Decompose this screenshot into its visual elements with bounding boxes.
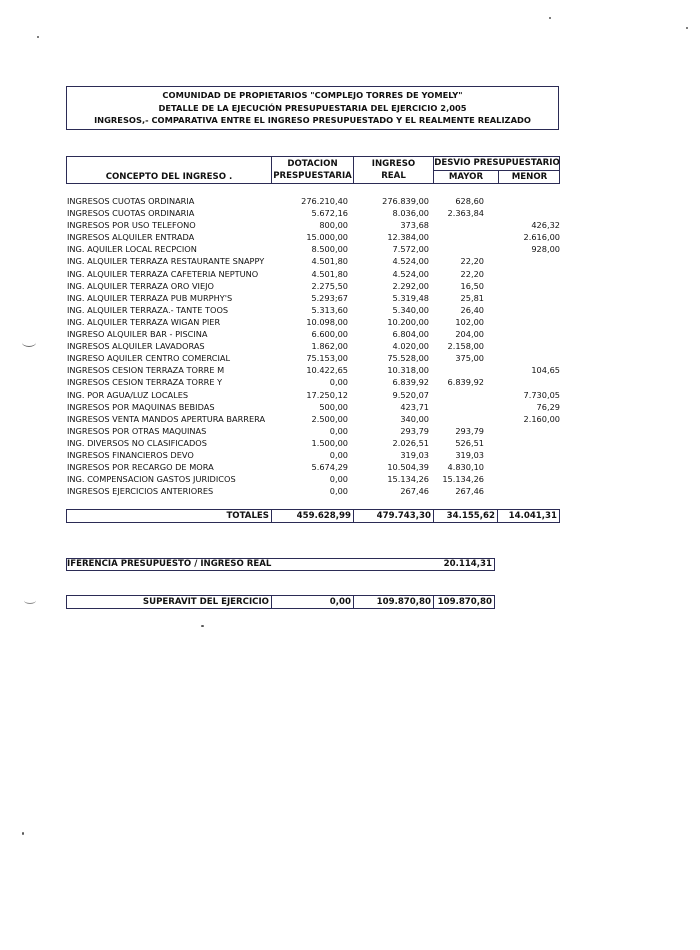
- table-row: [66, 316, 560, 328]
- row-ingreso-real: 9.520,07: [392, 389, 429, 400]
- row-ingreso-real: 6.804,00: [392, 329, 429, 340]
- row-ingreso-real: 4.020,00: [392, 341, 429, 352]
- row-desvio-mayor: 2.158,00: [447, 341, 484, 352]
- header-desvio-label: DESVIO PRESUPUESTARIO: [434, 157, 560, 171]
- row-desvio-mayor: 6.839,92: [447, 377, 484, 388]
- row-ingreso-real: 6.839,92: [392, 377, 429, 388]
- table-row: [66, 389, 560, 401]
- table-row: [66, 401, 560, 413]
- row-concepto: ING. ALQUILER TERRAZA WIGAN PIER: [67, 316, 221, 327]
- row-concepto: INGRESO AQUILER CENTRO COMERCIAL: [67, 353, 231, 364]
- document-title-box: [66, 86, 559, 130]
- row-ingreso-real: 15.134,26: [387, 474, 429, 485]
- header-ingreso-real: [353, 157, 433, 183]
- income-rows: [66, 195, 560, 497]
- row-ingreso-real: 2.292,00: [392, 280, 429, 291]
- table-row: [66, 268, 560, 280]
- scan-speck: [37, 36, 39, 38]
- table-row: [66, 292, 560, 304]
- header-ingreso-line-2: REAL: [381, 171, 406, 181]
- row-dotacion: 500,00: [319, 401, 348, 412]
- row-desvio-mayor: 2.363,84: [447, 208, 484, 219]
- table-row: [66, 425, 560, 437]
- row-ingreso-real: 267,46: [400, 486, 429, 497]
- table-row: [66, 304, 560, 316]
- row-desvio-mayor: 526,51: [455, 437, 484, 448]
- row-ingreso-real: 5.340,00: [392, 304, 429, 315]
- row-concepto: INGRESOS EJERCICIOS ANTERIORES: [67, 486, 214, 497]
- row-desvio-mayor: 22,20: [460, 268, 484, 279]
- row-desvio-menor: 7.730,05: [523, 389, 560, 400]
- row-dotacion: 0,00: [329, 425, 348, 436]
- row-ingreso-real: 5.319,48: [392, 292, 429, 303]
- row-concepto: ING. AQUILER LOCAL RECPCION: [67, 244, 197, 255]
- row-dotacion: 0,00: [329, 449, 348, 460]
- row-dotacion: 5.674,29: [311, 462, 348, 473]
- difference-row: [66, 558, 495, 571]
- row-desvio-mayor: 4.830,10: [447, 462, 484, 473]
- row-dotacion: 0,00: [329, 377, 348, 388]
- row-desvio-mayor: 26,40: [460, 304, 484, 315]
- table-row: [66, 352, 560, 364]
- row-dotacion: 276.210,40: [301, 196, 348, 206]
- table-row: [66, 461, 560, 473]
- table-row: [66, 376, 560, 388]
- table-row: [66, 340, 560, 352]
- row-desvio-menor: 2.160,00: [523, 413, 560, 424]
- table-row: [66, 280, 560, 292]
- row-desvio-menor: 2.616,00: [523, 232, 560, 243]
- row-concepto: INGRESOS ALQUILER ENTRADA: [67, 232, 195, 243]
- scan-speck: [549, 17, 551, 19]
- table-row: [66, 364, 560, 376]
- scan-speck: [22, 832, 24, 835]
- table-row: [66, 231, 560, 243]
- table-header: [66, 156, 560, 184]
- row-desvio-mayor: 375,00: [455, 353, 484, 364]
- title-line-3: INGRESOS,- COMPARATIVA ENTRE EL INGRESO PRESUPUESTADO Y EL REALMENTE REALIZADO: [94, 115, 531, 125]
- row-concepto: INGRESOS POR RECARGO DE MORA: [67, 462, 214, 473]
- row-dotacion: 17.250,12: [306, 389, 348, 400]
- row-concepto: INGRESOS CESION TERRAZA TORRE Y: [67, 377, 223, 388]
- table-row: [66, 195, 560, 207]
- row-ingreso-real: 10.200,00: [387, 316, 429, 327]
- row-ingreso-real: 293,79: [400, 425, 429, 436]
- title-line-1: COMUNIDAD DE PROPIETARIOS "COMPLEJO TORRES DE YOMELY": [162, 90, 463, 100]
- row-concepto: ING. ALQUILER TERRAZA.- TANTE TOOS: [67, 304, 229, 315]
- row-dotacion: 2.500,00: [311, 413, 348, 424]
- row-desvio-mayor: 267,46: [455, 486, 484, 497]
- row-desvio-mayor: 293,79: [455, 425, 484, 436]
- row-desvio-menor: 76,29: [536, 401, 560, 412]
- header-ingreso-line-1: INGRESO: [371, 159, 416, 169]
- totals-mayor: 34.155,62: [433, 510, 497, 522]
- row-concepto: INGRESOS VENTA MANDOS APERTURA BARRERA: [67, 413, 266, 424]
- row-concepto: ING. ALQUILER TERRAZA RESTAURANTE SNAPPY: [67, 256, 265, 267]
- row-ingreso-real: 12.384,00: [387, 232, 429, 243]
- row-ingreso-real: 4.524,00: [392, 256, 429, 267]
- row-ingreso-real: 7.572,00: [392, 244, 429, 255]
- row-dotacion: 1.862,00: [311, 341, 348, 352]
- table-row: [66, 328, 560, 340]
- difference-value: 20.114,31: [443, 559, 492, 569]
- row-dotacion: 15.000,00: [306, 232, 348, 243]
- table-row: [66, 449, 560, 461]
- row-concepto: ING. COMPENSACION GASTOS JURIDICOS: [67, 474, 236, 485]
- totals-row: [66, 509, 560, 523]
- row-dotacion: 800,00: [319, 220, 348, 231]
- row-dotacion: 4.501,80: [311, 268, 348, 279]
- row-desvio-menor: 928,00: [531, 244, 560, 255]
- surplus-label: SUPERAVIT DEL EJERCICIO: [142, 597, 269, 607]
- row-desvio-mayor: 15.134,26: [442, 474, 484, 485]
- row-desvio-menor: 104,65: [531, 365, 560, 376]
- difference-label: IFERENCIA PRESUPUESTO / INGRESO REAL: [67, 559, 272, 569]
- table-row: [66, 413, 560, 425]
- row-concepto: ING. ALQUILER TERRAZA ORO VIEJO: [67, 280, 214, 291]
- table-row: [66, 243, 560, 255]
- header-concepto: CONCEPTO DEL INGRESO .: [105, 172, 233, 182]
- title-line-2: DETALLE DE LA EJECUCIÓN PRESUPUESTARIA DEL EJERCICIO 2,005: [158, 102, 467, 113]
- table-row: [66, 207, 560, 219]
- table-row: [66, 437, 560, 449]
- row-dotacion: 10.098,00: [306, 316, 348, 327]
- header-menor: MENOR: [498, 171, 560, 183]
- row-dotacion: 6.600,00: [311, 329, 348, 340]
- row-desvio-mayor: 102,00: [455, 316, 484, 327]
- row-desvio-mayor: 628,60: [455, 196, 484, 206]
- row-ingreso-real: 75.528,00: [387, 353, 429, 364]
- row-desvio-mayor: 204,00: [455, 329, 484, 340]
- row-concepto: INGRESOS CESION TERRAZA TORRE M: [67, 365, 225, 376]
- row-concepto: ING. DIVERSOS NO CLASIFICADOS: [67, 437, 207, 448]
- row-concepto: INGRESOS POR USO TELEFONO: [67, 220, 196, 231]
- surplus-row: [66, 595, 495, 609]
- header-desvio: [433, 157, 560, 183]
- row-dotacion: 0,00: [329, 474, 348, 485]
- header-dotacion-line-1: DOTACION: [287, 159, 338, 169]
- row-ingreso-real: 423,71: [400, 401, 429, 412]
- totals-dotacion: 459.628,99: [271, 510, 353, 522]
- totals-label: TOTALES: [226, 511, 269, 521]
- row-concepto: INGRESOS POR OTRAS MAQUINAS: [67, 425, 207, 436]
- row-concepto: INGRESOS POR MAQUINAS BEBIDAS: [67, 401, 215, 412]
- row-ingreso-real: 10.504,39: [387, 462, 429, 473]
- header-dotacion: [271, 157, 353, 183]
- scan-mark: [22, 338, 36, 347]
- row-ingreso-real: 8.036,00: [392, 208, 429, 219]
- row-concepto: INGRESOS ALQUILER LAVADORAS: [67, 341, 205, 352]
- table-row: [66, 255, 560, 267]
- header-dotacion-line-2: PRESPUESTARIA: [273, 171, 352, 181]
- table-row: [66, 485, 560, 497]
- row-desvio-menor: 426,32: [531, 220, 560, 231]
- row-dotacion: 10.422,65: [306, 365, 348, 376]
- row-desvio-mayor: 319,03: [455, 449, 484, 460]
- row-ingreso-real: 276.839,00: [382, 196, 429, 206]
- scan-mark: [24, 597, 36, 604]
- row-concepto: ING. ALQUILER TERRAZA PUB MURPHY'S: [67, 292, 233, 303]
- table-row: [66, 473, 560, 485]
- row-concepto: INGRESO ALQUILER BAR - PISCINA: [67, 329, 208, 340]
- row-concepto: ING. POR AGUA/LUZ LOCALES: [67, 389, 189, 400]
- row-desvio-mayor: 22,20: [460, 256, 484, 267]
- scan-speck: [201, 625, 204, 627]
- totals-menor: 14.041,31: [497, 510, 559, 522]
- row-ingreso-real: 2.026,51: [392, 437, 429, 448]
- row-dotacion: 8.500,00: [311, 244, 348, 255]
- row-dotacion: 5.293;67: [311, 292, 348, 303]
- header-mayor: MAYOR: [448, 172, 484, 182]
- surplus-desvio: 109.870,80: [433, 596, 494, 608]
- row-concepto: INGRESOS CUOTAS ORDINARIA: [67, 196, 195, 206]
- row-concepto: INGRESOS FINANCIEROS DEVO: [67, 449, 194, 460]
- row-concepto: ING. ALQUILER TERRAZA CAFETERIA NEPTUNO: [67, 268, 259, 279]
- totals-real: 479.743,30: [353, 510, 433, 522]
- row-ingreso-real: 319,03: [400, 449, 429, 460]
- table-row: [66, 219, 560, 231]
- row-concepto: INGRESOS CUOTAS ORDINARIA: [67, 208, 195, 219]
- row-dotacion: 1.500,00: [311, 437, 348, 448]
- row-dotacion: 2.275,50: [311, 280, 348, 291]
- row-ingreso-real: 4.524,00: [392, 268, 429, 279]
- row-desvio-mayor: 25,81: [460, 292, 484, 303]
- scan-speck: [686, 27, 688, 29]
- row-dotacion: 5.672,16: [311, 208, 348, 219]
- row-desvio-mayor: 16,50: [460, 280, 484, 291]
- surplus-real: 109.870,80: [353, 596, 433, 608]
- row-dotacion: 4.501,80: [311, 256, 348, 267]
- row-dotacion: 75.153,00: [306, 353, 348, 364]
- row-ingreso-real: 373,68: [400, 220, 429, 231]
- surplus-dotacion: 0,00: [271, 596, 353, 608]
- row-dotacion: 0,00: [329, 486, 348, 497]
- row-dotacion: 5.313,60: [311, 304, 348, 315]
- row-ingreso-real: 340,00: [400, 413, 429, 424]
- row-ingreso-real: 10.318,00: [387, 365, 429, 376]
